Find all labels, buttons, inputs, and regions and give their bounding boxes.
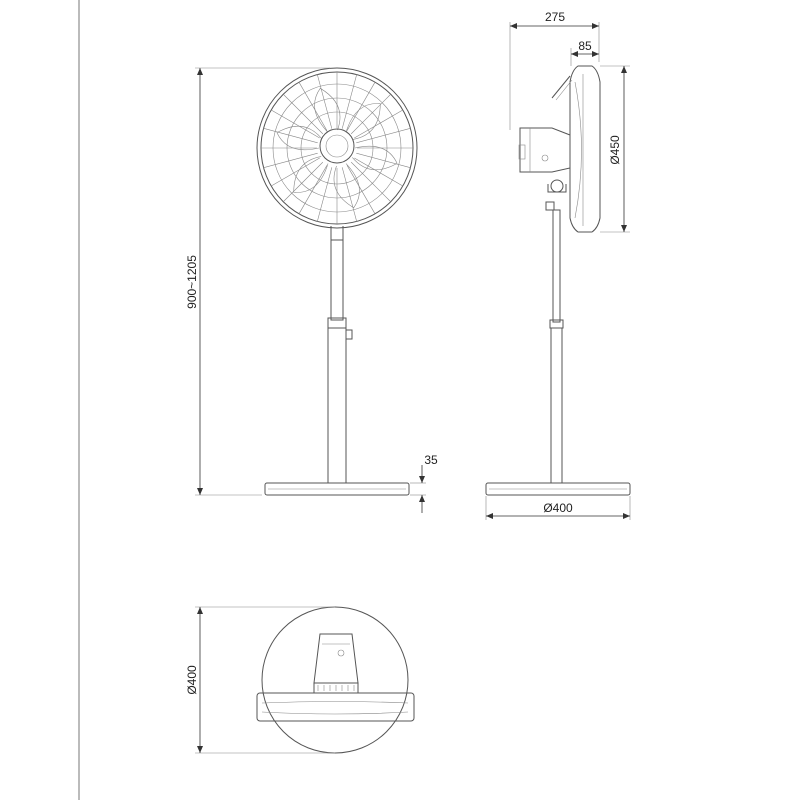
guard-spoke bbox=[356, 153, 410, 167]
guard-spoke bbox=[342, 75, 356, 129]
fan-blade bbox=[315, 88, 340, 132]
fan-blade bbox=[334, 164, 359, 208]
base-height-dimension bbox=[410, 465, 426, 513]
guard-spoke bbox=[347, 165, 375, 213]
guard-spoke bbox=[347, 82, 375, 130]
guard-spoke bbox=[264, 128, 318, 142]
guard-spoke bbox=[283, 162, 323, 202]
head-diameter-label: Ø450 bbox=[608, 135, 622, 165]
guard-spoke bbox=[317, 75, 331, 129]
motor-depth-label: 85 bbox=[578, 39, 592, 53]
guard-spoke bbox=[351, 162, 391, 202]
height-range-label: 900~1205 bbox=[185, 255, 199, 309]
depth-label: 275 bbox=[544, 10, 566, 24]
guard-spoke bbox=[342, 167, 356, 221]
guard-spoke bbox=[271, 158, 319, 186]
guard-spoke bbox=[354, 158, 402, 186]
guard-spoke bbox=[271, 110, 319, 138]
guard-spoke bbox=[299, 82, 327, 130]
top-view bbox=[257, 607, 414, 753]
guard-spoke bbox=[299, 165, 327, 213]
side-base-diameter-label: Ø400 bbox=[543, 501, 573, 515]
guard-spoke bbox=[354, 110, 402, 138]
base-height-label: 35 bbox=[424, 453, 438, 467]
side-view bbox=[486, 66, 630, 495]
guard-spoke bbox=[317, 167, 331, 221]
guard-spoke bbox=[351, 94, 391, 134]
guard-spoke bbox=[283, 94, 323, 134]
front-view bbox=[257, 68, 417, 495]
top-base-diameter-label: Ø400 bbox=[185, 665, 199, 695]
